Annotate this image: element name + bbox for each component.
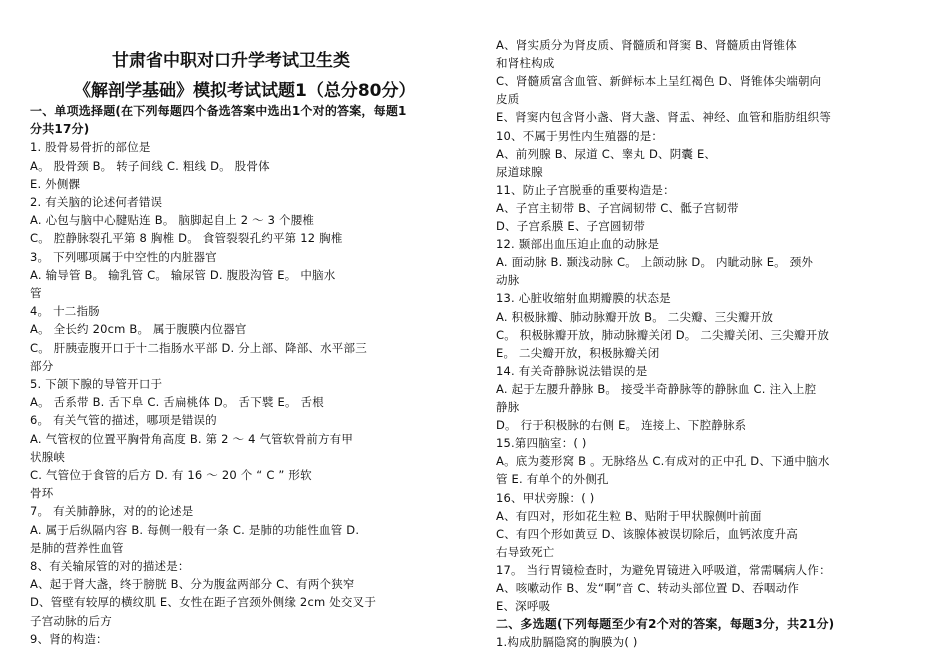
text-line: A. 属于后纵隔内容 B. 每侧一般有一条 C. 是肺的功能性血管 D.: [30, 522, 360, 537]
text-line: 子宫动脉的后方: [30, 613, 112, 628]
text-line: 14. 有关奇静脉说法错误的是: [496, 363, 648, 378]
text-line: 4。 十二指肠: [30, 304, 100, 319]
text-line: C。 肝胰壶腹开口于十二指肠水平部 D. 分上部、降部、水平部三: [30, 340, 367, 355]
text-line: 6。 有关气管的描述，哪项是错误的: [30, 413, 217, 428]
text-line: 3。 下列哪项属于中空性的内脏器官: [30, 249, 217, 264]
text-line: A. 起于左腰升静脉 B。 接受半奇静脉等的静脉血 C. 注入上腔: [496, 381, 817, 396]
text-line: 静脉: [496, 400, 520, 414]
text-line: A。 股骨颈 B。 转子间线 C. 粗线 D。 股骨体: [30, 158, 270, 173]
text-line: C、肾髓质富含血管、新鲜标本上呈红褐色 D、肾锥体尖端朝向: [496, 74, 822, 89]
text-line: D、子宫系膜 E、子宫圆韧带: [496, 219, 646, 233]
text-line: A、有四对，形如花生粒 B、贴附于甲状腺侧叶前面: [496, 508, 762, 523]
text-line: 12. 颞部出血压迫止血的动脉是: [496, 237, 660, 252]
text-line: 9、肾的构造：: [30, 631, 108, 646]
text-line: 5. 下颌下腺的导管开口于: [30, 377, 163, 391]
text-line: 是肺的营养性血管: [30, 540, 124, 555]
text-line: 状腺峡: [30, 449, 66, 464]
text-line: 分共17分): [30, 122, 90, 137]
text-line: 右导致死亡: [496, 544, 555, 559]
text-line: A. 积极脉瓣、肺动脉瓣开放 B。 二尖瓣、三尖瓣开放: [496, 309, 774, 324]
text-line: A。 全长约 20cm B。 属于腹膜内位器官: [30, 322, 247, 337]
text-line: D、管壁有较厚的横纹肌 E、女性在距子宫颈外侧缘 2cm 处交叉于: [30, 595, 377, 610]
text-line: 和肾柱构成: [496, 56, 555, 71]
text-line: 17。 当行胃镜检查时，为避免胃镜进入呼吸道，常需嘱病人作：: [496, 562, 831, 577]
text-line: A. 气管杈的位置平胸骨角高度 B. 第 2 ～ 4 气管软骨前方有甲: [30, 431, 354, 446]
text-line: 13. 心脏收缩射血期瓣膜的状态是: [496, 291, 671, 306]
text-line: 16、甲状旁腺：( ): [496, 490, 595, 505]
text-line: 动脉: [496, 273, 520, 288]
text-line: 尿道球腺: [496, 164, 543, 179]
text-line: A。底为菱形窝 B 。无脉络丛 C.有成对的正中孔 D、下通中脑水: [496, 454, 830, 469]
text-line: C. 气管位于食管的后方 D. 有 16 ～ 20 个 “ C ” 形软: [30, 468, 312, 482]
text-line: 管 E. 有单个的外侧孔: [496, 472, 609, 487]
text-line: A. 输导管 B。 输乳管 C。 输尿管 D. 腹股沟管 E。 中脑水: [30, 267, 336, 282]
exam-subtitle: 《解剖学基础》模拟考试试题1（总分80分）: [74, 81, 416, 101]
text-line: A. 面动脉 B. 颞浅动脉 C。 上颌动脉 D。 内眦动脉 E。 颈外: [496, 255, 814, 270]
text-line: A、肾实质分为肾皮质、肾髓质和肾窦 B、肾髓质由肾锥体: [496, 38, 797, 52]
text-line: 2. 有关脑的论述何者错误: [30, 195, 163, 209]
text-line: A。 舌系带 B. 舌下阜 C. 舌扁桃体 D。 舌下襞 E。 舌根: [30, 395, 324, 410]
text-line: E。 二尖瓣开放，积极脉瓣关闭: [496, 345, 660, 360]
text-line: C。 积极脉瓣开放，肺动脉瓣关闭 D。 二尖瓣关闭、三尖瓣开放: [496, 327, 830, 342]
text-line: D。 行于积极脉的右侧 E。 连接上、下腔静脉系: [496, 418, 747, 433]
text-line: 1.构成肋膈隐窝的胸膜为( ): [496, 635, 638, 650]
text-line: 15.第四脑室：( ): [496, 436, 587, 451]
text-line: A、前列腺 B、尿道 C、睾丸 D、阴囊 E、: [496, 146, 717, 161]
text-line: E. 外侧髁: [30, 176, 81, 191]
text-line: 一、单项选择题(在下列每题四个备选答案中选出1个对的答案，每题1: [30, 104, 407, 118]
text-line: 10、不属于男性内生殖器的是：: [496, 128, 664, 143]
text-line: A、起于肾大盏，终于膀胱 B、分为腹盆两部分 C、有两个狭窄: [30, 577, 355, 592]
text-line: 二、多选题(下列每题至少有2个对的答案，每题3分，共21分): [496, 617, 835, 632]
text-line: 部分: [30, 358, 54, 373]
text-line: C。 腔静脉裂孔平第 8 胸椎 D。 食管裂裂孔约平第 12 胸椎: [30, 231, 343, 246]
text-line: E、肾窦内包含肾小盏、肾大盏、肾盂、神经、血管和脂肪组织等: [496, 110, 832, 125]
text-line: 皮质: [496, 92, 520, 107]
text-line: 11、防止子宫脱垂的重要构造是：: [496, 182, 675, 197]
text-line: A、咳嗽动作 B、发“啊”音 C、转动头部位置 D、吞咽动作: [496, 581, 800, 595]
text-line: A、子宫主韧带 B、子宫阔韧带 C、骶子宫韧带: [496, 200, 739, 215]
text-line: E、深呼吸: [496, 599, 551, 614]
text-line: 管: [30, 286, 42, 300]
exam-title: 甘肃省中职对口升学考试卫生类: [112, 51, 350, 71]
text-line: 骨环: [30, 486, 54, 501]
text-line: A. 心包与脑中心腱贴连 B。 脑脚起自上 2 ～ 3 个腰椎: [30, 213, 315, 228]
text-line: C、有四个形如黄豆 D、该腺体被误切除后，血钙浓度升高: [496, 526, 798, 541]
text-line: 7。 有关肺静脉，对的的论述是: [30, 504, 194, 519]
text-line: 8、有关输尿管的对的描述是：: [30, 559, 190, 573]
text-line: 1. 股骨易骨折的部位是: [30, 140, 151, 155]
